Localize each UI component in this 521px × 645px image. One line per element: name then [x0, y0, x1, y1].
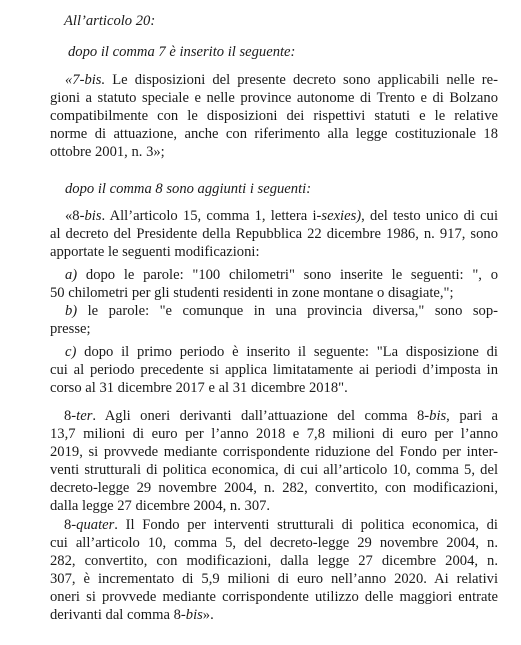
subheading-comma-7: dopo il comma 7 è inserito il seguente: [68, 44, 296, 60]
item-a-line-2: 50 chilometri per gli studenti residenti in zone montane o disagiate,"; [50, 285, 454, 301]
text-8quater-b: quater [76, 517, 115, 533]
paragraph-8quater-line-5: oneri si provvede mediante corrispondente utilizzo delle maggiori entrate [50, 589, 498, 605]
item-c-text: dopo il primo periodo è inserito il seguente: "La disposizione di [76, 344, 498, 360]
paragraph-7bis-line-2: gioni a statuto speciale e nelle province autonome di Trento e di Bolzano [50, 90, 498, 106]
article-heading: All’articolo 20: [64, 13, 156, 29]
paragraph-8quater-line-1 [64, 516, 498, 534]
paragraph-8bis-line-1 [65, 207, 498, 225]
text-8bis-c: . All’articolo 15, comma 1, lettera i- [101, 208, 322, 224]
text-8quater-6a: derivanti dal comma 8- [50, 607, 186, 623]
text-8bis-e: , del testo unico di cui [361, 208, 498, 224]
text-8quater-6c: ». [202, 607, 214, 623]
paragraph-8ter-line-6: dalla legge 27 dicembre 2004, n. 307. [50, 498, 271, 514]
text-8quater-c: . Il Fondo per interventi strutturali di politica economica, di [114, 517, 498, 533]
text-8bis-a: «8- [65, 208, 85, 224]
paragraph-8bis-line-3: apportate le seguenti modificazioni: [50, 244, 260, 260]
paragraph-8bis-line-2: al decreto del Presidente della Repubblica 22 dicembre 1986, n. 917, sono [50, 226, 498, 242]
item-b-line-1 [65, 302, 498, 320]
item-b-line-2: presse; [50, 321, 91, 337]
paragraph-8ter-line-1 [64, 407, 498, 425]
item-c-line-3: corso al 31 dicembre 2017 e al 31 dicembre 2018". [50, 380, 348, 396]
paragraph-8ter-line-3: 2019, si provvede mediante corrispondente riduzione del Fondo per inter- [50, 444, 498, 460]
item-c-line-2: cui al periodo precedente si applica limitatamente ai periodi d’imposta in [50, 362, 498, 378]
paragraph-8ter-line-2: 13,7 milioni di euro per l’anno 2018 e 7,8 milioni di euro per l’anno [50, 426, 498, 442]
text-7bis-1: Le disposizioni del presente decreto sono applicabili nelle re- [105, 72, 498, 88]
text-8ter-a: 8- [64, 408, 77, 424]
text-8ter-b: ter [76, 408, 93, 424]
paragraph-8quater-line-3: 282, convertito, con modificazioni, dalla legge 27 dicembre 2004, n. [50, 553, 498, 569]
item-a-line-1 [65, 266, 498, 284]
paragraph-7bis-line-3: compatibilmente con le disposizioni dei rispettivi statuti e le relative [50, 108, 498, 124]
item-b-text: le parole: "e comunque in una provincia diversa," sono sop- [77, 303, 498, 319]
paragraph-8quater-line-6 [50, 606, 214, 624]
text-8ter-e: , pari a [446, 408, 498, 424]
paragraph-7bis-line-1 [65, 71, 498, 89]
text-8bis-d: sexies) [321, 208, 362, 224]
text-8bis-b: bis [84, 208, 102, 224]
paragraph-7bis-line-5: ottobre 2001, n. 3»; [50, 144, 165, 160]
subheading-comma-8: dopo il comma 8 sono aggiunti i seguenti: [65, 181, 312, 197]
text-8ter-c: . Agli oneri derivanti dall’attuazione del comma 8- [92, 408, 430, 424]
text-8quater-6b: bis [185, 607, 203, 623]
item-c-line-1 [65, 343, 498, 361]
paragraph-7bis-line-4: norme di attuazione, anche con riferimento alla legge costituzionale 18 [50, 126, 498, 142]
text-8ter-d: bis [429, 408, 447, 424]
label-7bis: «7-bis. [65, 72, 106, 88]
item-a-text: dopo le parole: "100 chilometri" sono inserite le seguenti: ", o [77, 267, 498, 283]
paragraph-8ter-line-5: decreto-legge 29 novembre 2004, n. 282, convertito, con modificazioni, [50, 480, 498, 496]
item-c-label: c) [65, 344, 77, 360]
item-b-label: b) [65, 303, 78, 319]
paragraph-8quater-line-2: cui all’articolo 10, comma 5, del decreto-legge 29 novembre 2004, n. [50, 535, 498, 551]
text-8quater-a: 8- [64, 517, 77, 533]
paragraph-8quater-line-4: 307, è incrementato di 5,9 milioni di euro nell’anno 2020. Ai relativi [50, 571, 498, 587]
paragraph-8ter-line-4: venti strutturali di politica economica, di cui all’articolo 10, comma 5, del [50, 462, 498, 478]
item-a-label: a) [65, 267, 78, 283]
